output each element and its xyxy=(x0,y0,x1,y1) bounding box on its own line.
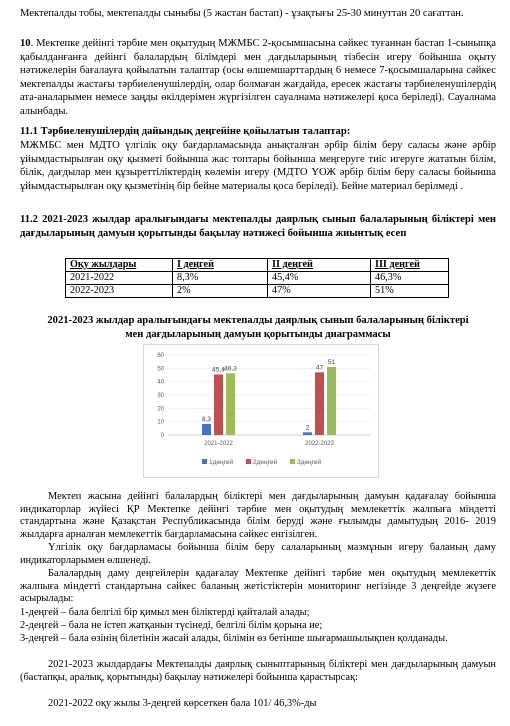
y-tick-label: 30 xyxy=(157,393,164,399)
y-tick-label: 60 xyxy=(157,353,164,359)
legend-swatch xyxy=(290,459,295,464)
table-cell: 45,4% xyxy=(268,272,371,285)
bar xyxy=(202,424,211,435)
requirements-text: . Мектепке дейінгі тәрбие мен оқытудың МЖМБС 2-қосымшасына сәйкес туғаннан бастап 1-сыныпқа қабылданғанға дейінгі балалардың білімдері мен дағдыларының тізбесін игеру бойынша оқыту нәтижелерін бағалауға қойылатын талаптар (осы өлшемшарттардың 6 немесе 7-қосымшаларына сәйкес мектепалды жастағы тәрбиеленушілердің, олар болмаған жағдайда, ересек жастағы тәрбиеленушілердің ата-аналарымен немесе заңды өкілдерімен жүргізілген сауалнама нәтижелері қоса беріледі). Сауалнама алынбады. xyxy=(20,38,496,117)
table-row xyxy=(66,285,449,298)
heading-11-1: 11.1 Тәрбиеленушілердің дайындық деңгейіне қойылатын талаптар: xyxy=(20,126,351,137)
table-cell: 2021-2022 xyxy=(66,272,173,285)
data-label: 2 xyxy=(305,424,310,432)
data-label: 45,4 xyxy=(212,366,225,374)
table-cell: 8,3% xyxy=(173,272,268,285)
bar xyxy=(303,432,312,435)
level-1-item: 1-деңгей – бала белгілі бір қимыл мен біліктерді қайталай алады; xyxy=(20,607,310,618)
data-label: 8,3 xyxy=(201,415,212,423)
paragraph-2021-2022: 2021-2022 оқу жылы 3-деңгей көрсеткен бала 101/ 46,3%-ды xyxy=(48,698,317,709)
paragraph-indicators: Мектеп жасына дейінгі балалардың біліктері мен дағдыларының дамуын қадағалау бойынша индикаторлар жүйесі ҚР Мектепке дейінгі тәрбие мен оқытудың мемлекеттік жалпыға міндетті стандартына және Қазақстан Республикасында білім беруді және ғылымды дамытудың 2016- 2019 жылдарға арналған мемлекеттік бағдарламасына сәйкес енгізілген. xyxy=(20,491,496,540)
table-cell: 2% xyxy=(173,285,268,298)
table-cell: 51% xyxy=(371,285,449,298)
y-tick-label: 40 xyxy=(157,379,164,386)
bar xyxy=(226,373,235,435)
y-tick-label: 0 xyxy=(160,433,164,439)
legend-label: 3деңгей xyxy=(297,459,322,466)
table-cell: 2022-2023 xyxy=(66,285,173,298)
col-header-year: Оқу жылдары xyxy=(66,259,173,272)
bar-chart xyxy=(143,344,379,478)
col-header-level-1: I деңгей xyxy=(173,259,268,272)
data-label: 47 xyxy=(315,364,324,372)
bar xyxy=(327,367,336,435)
paragraph-results: 2021-2023 жылдардағы Мектепалды даярлық сыныптарының біліктері мен дағдыларының дамуын (бастапқы, аралық, қорытынды) бақылау нәтижелері бойынша қарастырсақ: xyxy=(20,659,496,683)
chart-title: 2021-2023 жылдар аралығындағы мектепалды даярлық сынып балаларының біліктері мен дағдыларының дамуын қорытынды диаграммасы xyxy=(47,315,469,340)
y-tick-label: 10 xyxy=(157,419,164,426)
table-header-row xyxy=(66,259,449,272)
y-tick-label: 20 xyxy=(157,406,164,413)
paragraph-content: Үлгілік оқу бағдарламасы бойынша білім беру салаларының мазмұнын игеру баланың даму индикаторларымен өлшенеді. xyxy=(20,542,496,566)
paragraph-curriculum: МЖМБС мен МДТО үлгілік оқу бағдарламасында анықталған әрбір білім беру саласы және әрбір ұйымдастырылған оқу қызметі бойынша жас топтары бойынша меңгеруге тиіс игеруге жататын білім, білік, дағдылар мен құзыреттіліктердің көлемін игеру (МДТО ҮОЖ әрбір білім беру саласы бойынша ұйымдастырылған оқу қызметінің бір бейне материалы қоса беріледі). Бейне материал берілмеді . xyxy=(20,140,496,192)
x-tick-label: 2021-2022 xyxy=(204,441,233,447)
data-label: 46,3 xyxy=(224,365,237,373)
paragraph-requirements xyxy=(20,37,496,119)
paragraph-monitoring: Балалардың даму деңгейлерін қадағалау Мектепке дейінгі тәрбие мен оқытудың мемлекеттік жалпыға міндетті стандартына сәйкес баланың жетістіктерін мониторинг негізінде 3 деңгейде жүзеге асырылады: xyxy=(20,568,496,605)
x-tick-label: 2022-2023 xyxy=(305,441,334,447)
bar xyxy=(315,372,324,435)
level-3-item: 3-деңгей – бала өзінің білетінін жасай алады, білімін өз бетінше шығармашылықпен қолданады. xyxy=(20,633,448,644)
bar xyxy=(214,374,223,435)
paragraph-schedule: Мектепалды тобы, мектепалды сыныбы (5 жастан бастап) - ұзақтығы 25-30 минуттан 20 сағаттан. xyxy=(20,8,464,19)
heading-11-2: 11.2 2021-2023 жылдар аралығындағы мектепалды даярлық сынып балаларының біліктері мен дағдыларының дамуын қорытынды бақылау нәтижесі бойынша жиынтық есеп xyxy=(20,214,496,239)
paragraph-group-schedule xyxy=(20,7,496,21)
bar-chart-svg xyxy=(144,345,380,479)
table-row xyxy=(66,272,449,285)
legend-swatch xyxy=(202,459,207,464)
table-cell: 46,3% xyxy=(371,272,449,285)
legend-label: 2деңгей xyxy=(253,459,278,466)
y-tick-label: 50 xyxy=(157,366,164,373)
legend-label: 1деңгей xyxy=(209,459,234,466)
col-header-level-2: II деңгей xyxy=(268,259,371,272)
legend-swatch xyxy=(246,459,251,464)
item-number: 10 xyxy=(20,38,31,49)
results-table xyxy=(65,258,449,298)
level-2-item: 2-деңгей – бала не істеп жатқанын түсінеді, белгілі білім қорына ие; xyxy=(20,620,323,631)
col-header-level-3: III деңгей xyxy=(371,259,449,272)
table-cell: 47% xyxy=(268,285,371,298)
data-label: 51 xyxy=(327,359,336,366)
